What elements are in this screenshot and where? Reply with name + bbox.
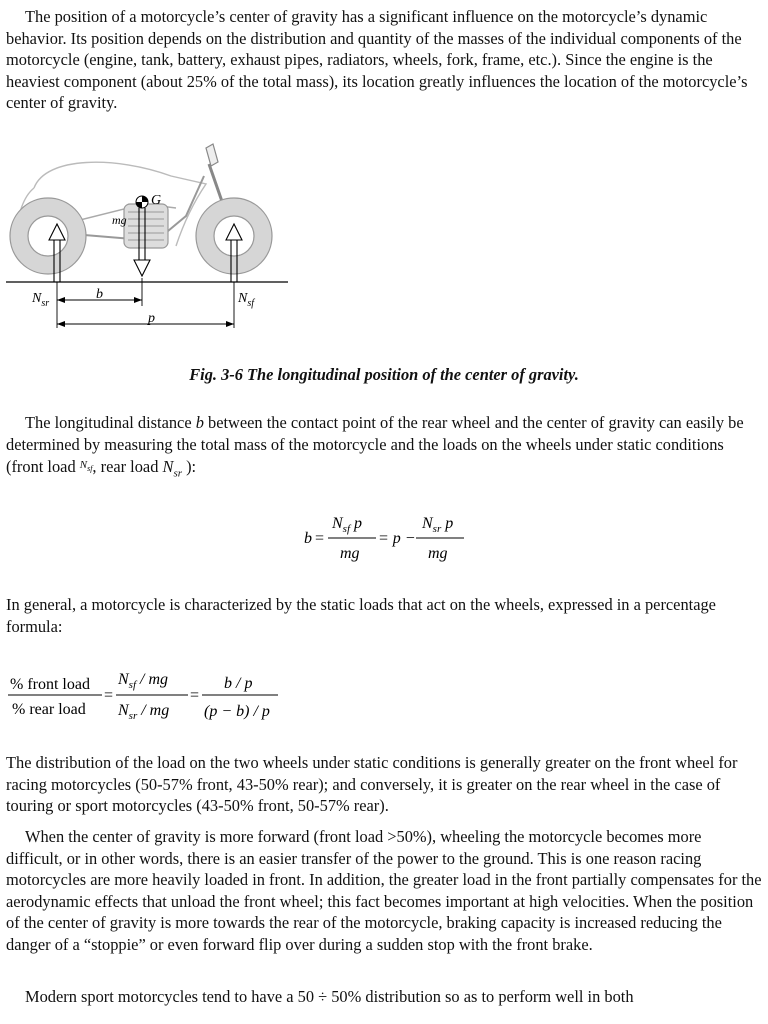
paragraph-longitudinal-distance: The longitudinal distance b between the contact point of the rear wheel and the center of gravity can easily be determined by measuring the total mass of the motorcycle and the loads on the wheels under static conditions (front load $^{N_{sf}}$, rear load $N_{sr}$ ):	[6, 413, 744, 480]
dimension-p	[57, 282, 234, 328]
svg-text:Nsf p: $N_{sf}$ p	[332, 515, 363, 535]
svg-text:% front load: % front load	[10, 676, 90, 693]
svg-text:=: =	[104, 687, 114, 704]
svg-text:b: b	[304, 530, 312, 547]
svg-text:% rear load: % rear load	[12, 701, 86, 718]
label-mg: mg	[112, 213, 127, 227]
paragraph-modern-sport: Modern sport motorcycles tend to have a 50 ÷ 50% distribution so as to perform well in both	[25, 987, 634, 1006]
paragraph-forward-cg: When the center of gravity is more forward (front load >50%), wheeling the motorcycle becomes more difficult, or in other words, there is an easier transfer of the power to the ground. This is one reason racing motorcycles are more heavily loaded in front. In addition, the greater load in the front partially compensates for the aerodynamic effects that unload the front wheel; this fact becomes important at high velocities. When the position of the center of gravity is more towards the rear of the motorcycle, braking capacity is increased reducing the danger of a “stoppie” or even forward flip over during a sudden stop with the front brake.	[6, 827, 762, 954]
cg-symbol	[136, 196, 148, 208]
paragraph-static-loads: In general, a motorcycle is characterized by the static loads that act on the wheels, expressed in a percentage formula:	[6, 595, 716, 636]
dimension-b	[57, 278, 142, 328]
paragraph-load-distribution: The distribution of the load on the two wheels under static conditions is generally greater on the front wheel for racing motorcycles (50-57% front, 43-50% rear); and conversely, it is greater on the rear wheel in the case of touring or sport motorcycles (43-50% front, 50-57% rear).	[6, 753, 738, 816]
figure-caption: Fig. 3-6 The longitudinal position of the center of gravity.	[189, 365, 579, 384]
paragraph-intro: The position of a motorcycle’s center of gravity has a significant influence on the motorcycle’s dynamic behavior. Its position depends on the distribution and quantity of the masses of the individual components of the motorcycle (engine, tank, battery, exhaust pipes, radiators, wheels, fork, frame, etc.). Since the engine is the heaviest component (about 25% of the total mass), its location greatly influences the location of the motorcycle’s center of gravity.	[6, 7, 748, 113]
symbol-nsf: Nsf	[79, 459, 93, 474]
svg-text:=: =	[190, 687, 200, 704]
label-nsf: $N_{sf}$	[238, 291, 255, 309]
svg-text:Nsr / mg: $N_{sr}$ / mg	[118, 702, 170, 722]
symbol-nsr: $N_{sr}$	[162, 457, 182, 480]
svg-text:= p −: = p −	[378, 530, 416, 547]
svg-text:mg: mg	[340, 545, 360, 562]
label-nsr: $N_{sr}$	[32, 291, 50, 309]
svg-text:mg: mg	[428, 545, 448, 562]
label-p: p	[148, 311, 155, 326]
svg-text:(p − b) / p: (p − b) / p	[204, 703, 270, 720]
motorcycle-cg-figure	[6, 136, 296, 336]
svg-text:Nsr p: $N_{sr}$ p	[422, 515, 454, 535]
label-b: b	[96, 287, 103, 302]
formula-percent-load	[6, 662, 286, 726]
svg-text:Nsf / mg: $N_{sf}$ / mg	[118, 671, 169, 691]
label-G: G	[151, 193, 162, 208]
handlebar	[206, 144, 218, 166]
svg-text:=: =	[315, 530, 325, 547]
svg-text:b / p: b / p	[224, 675, 253, 692]
formula-b	[300, 506, 470, 570]
